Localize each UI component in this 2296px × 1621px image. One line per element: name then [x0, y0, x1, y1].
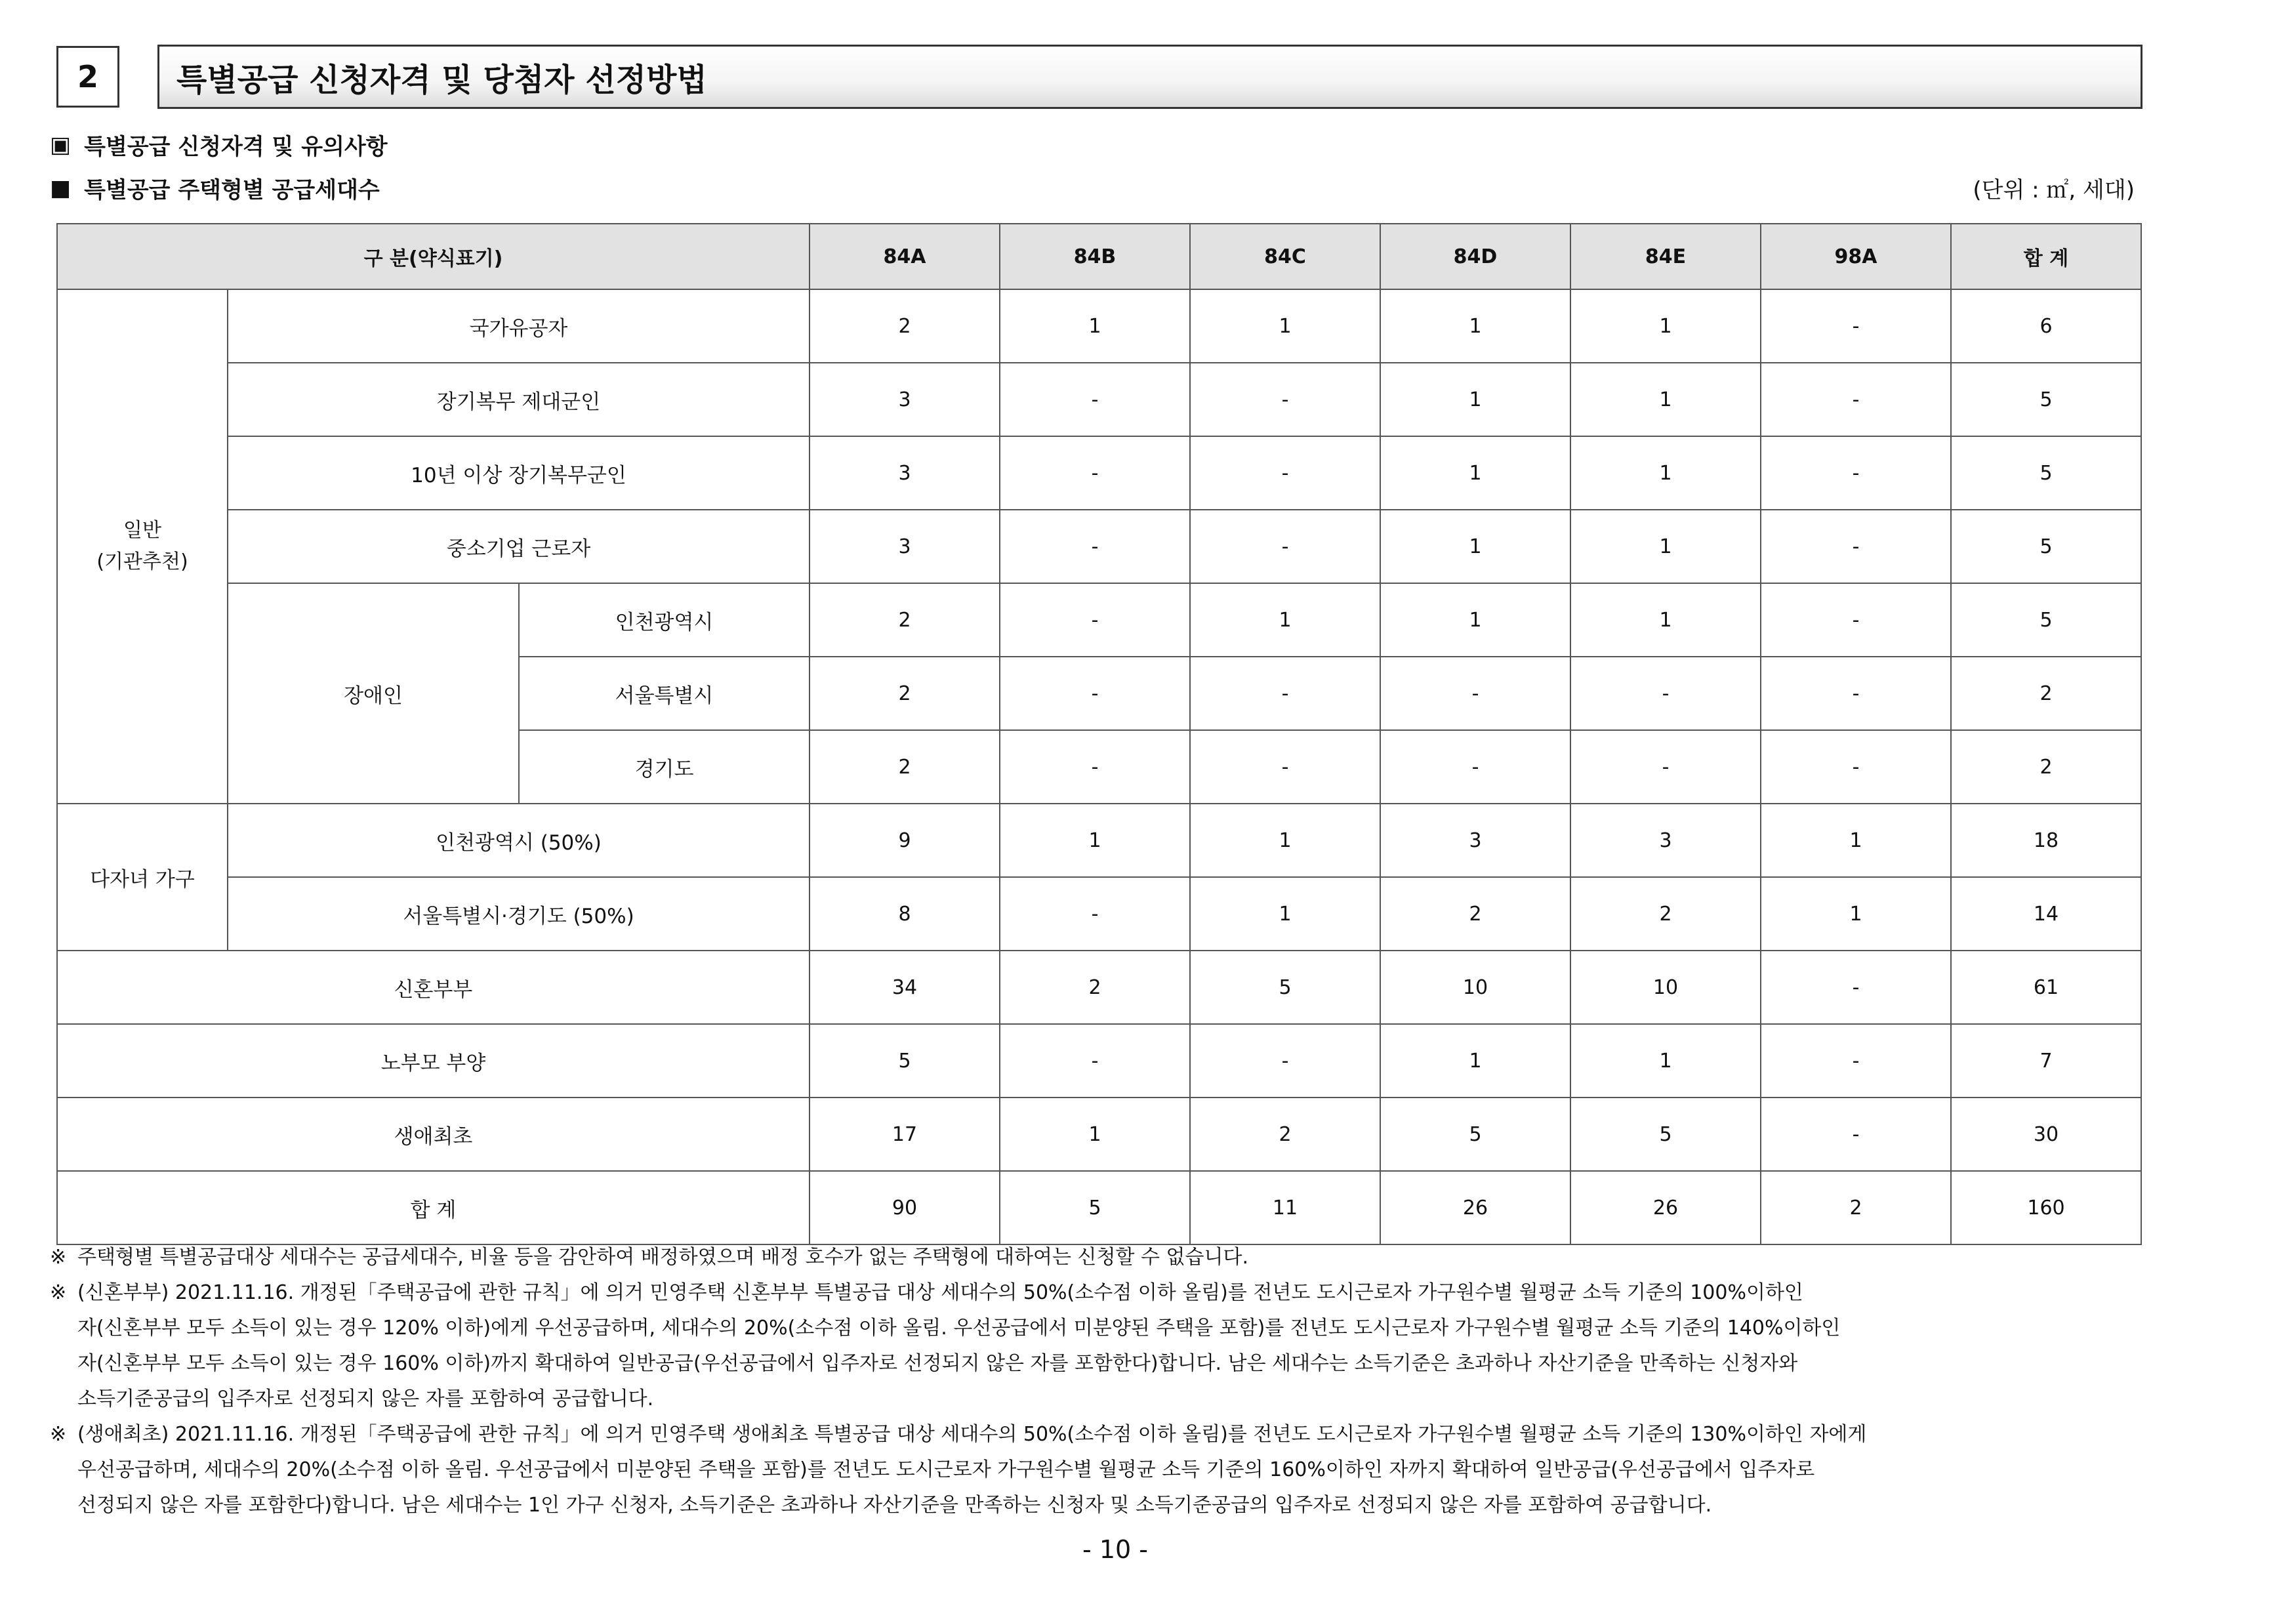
row-label: 인천광역시 (50%)	[228, 804, 810, 877]
cell: 2	[1000, 951, 1190, 1024]
header-98a: 98A	[1761, 224, 1951, 289]
cell: 2	[1951, 657, 2141, 730]
cell: 61	[1951, 951, 2141, 1024]
section-number: 2	[56, 46, 119, 108]
cell: 1	[1380, 436, 1570, 510]
cell: -	[1761, 951, 1951, 1024]
header-total: 합 계	[1951, 224, 2141, 289]
group-general: 일반 (기관추천)	[57, 289, 228, 804]
note-text: 소득기준공급의 입주자로 선정되지 않은 자를 포함하여 공급합니다.	[77, 1387, 654, 1410]
unit-label: (단위 : ㎡, 세대)	[1973, 177, 2135, 203]
cell: 1	[1190, 289, 1380, 363]
cell: 1	[1190, 583, 1380, 657]
note-mark: ※	[50, 1246, 67, 1269]
table-row	[57, 1024, 2141, 1098]
cell: -	[1761, 289, 1951, 363]
cell: 7	[1951, 1024, 2141, 1098]
cell: -	[1000, 363, 1190, 436]
cell: 2	[810, 657, 1000, 730]
page-number: - 10 -	[1082, 1535, 1148, 1564]
cell: 5	[1951, 583, 2141, 657]
cell: -	[1570, 657, 1761, 730]
subheading-eligibility	[50, 129, 388, 161]
row-label: 경기도	[519, 730, 810, 804]
cell: 2	[810, 730, 1000, 804]
row-label: 노부모 부양	[57, 1024, 810, 1098]
cell: -	[1190, 730, 1380, 804]
note-2	[50, 1275, 1840, 1417]
row-label: 신혼부부	[57, 951, 810, 1024]
square-bullet-icon: ▣	[50, 131, 72, 158]
cell: 26	[1380, 1171, 1570, 1244]
cell: -	[1761, 657, 1951, 730]
table-row	[57, 804, 2141, 877]
cell: 5	[1190, 951, 1380, 1024]
cell: 1	[1380, 289, 1570, 363]
header-category: 구 분(약식표기)	[57, 224, 810, 289]
cell: 2	[1380, 877, 1570, 951]
cell: 14	[1951, 877, 2141, 951]
cell: 3	[810, 436, 1000, 510]
header-84b: 84B	[1000, 224, 1190, 289]
cell: -	[1190, 436, 1380, 510]
table-row	[57, 951, 2141, 1024]
row-label: 생애최초	[57, 1098, 810, 1171]
cell: 5	[1570, 1098, 1761, 1171]
cell: -	[1761, 730, 1951, 804]
cell: 3	[1380, 804, 1570, 877]
cell: 2	[1190, 1098, 1380, 1171]
cell: 3	[1570, 804, 1761, 877]
note-text: (신혼부부) 2021.11.16. 개정된「주택공급에 관한 규칙」에 의거 민영주택 신혼부부 특별공급 대상 세대수의 50%(소수점 이하 올림)를 전년도 도시근로자 가구원수별 월평균 소득 기준의 100%이하인	[77, 1281, 1803, 1304]
section-title: 특별공급 신청자격 및 당첨자 선정방법	[157, 45, 2142, 109]
row-label: 서울특별시·경기도 (50%)	[228, 877, 810, 951]
cell: 1	[1190, 804, 1380, 877]
cell: -	[1761, 436, 1951, 510]
row-label: 장기복무 제대군인	[228, 363, 810, 436]
cell: -	[1380, 730, 1570, 804]
cell: 1	[1190, 877, 1380, 951]
cell: -	[1190, 657, 1380, 730]
cell: 1	[1570, 583, 1761, 657]
cell: 5	[1000, 1171, 1190, 1244]
cell: 1	[1761, 877, 1951, 951]
row-label: 인천광역시	[519, 583, 810, 657]
table-row	[57, 363, 2141, 436]
cell: 17	[810, 1098, 1000, 1171]
cell: -	[1000, 1024, 1190, 1098]
cell: 1	[1380, 583, 1570, 657]
cell: -	[1761, 510, 1951, 583]
cell: -	[1190, 1024, 1380, 1098]
table-row	[57, 1098, 2141, 1171]
cell: -	[1000, 730, 1190, 804]
note-text: (생애최초) 2021.11.16. 개정된「주택공급에 관한 규칙」에 의거 민영주택 생애최초 특별공급 대상 세대수의 50%(소수점 이하 올림)를 전년도 도시근로자 가구원수별 월평균 소득 기준의 130%이하인 자에게	[77, 1423, 1867, 1446]
cell: 1	[1570, 363, 1761, 436]
cell: 1	[1380, 363, 1570, 436]
cell: 2	[1761, 1171, 1951, 1244]
cell: 3	[810, 363, 1000, 436]
cell: 5	[1951, 363, 2141, 436]
row-label: 서울특별시	[519, 657, 810, 730]
cell: 1	[1761, 804, 1951, 877]
cell: 9	[810, 804, 1000, 877]
note-text: 자(신혼부부 모두 소득이 있는 경우 120% 이하)에게 우선공급하며, 세대수의 20%(소수점 이하 올림. 우선공급에서 미분양된 주택을 포함)를 전년도 도시근로자 가구원수별 월평균 소득 기준의 140%이하인	[77, 1317, 1841, 1340]
table-row	[57, 436, 2141, 510]
cell: 1	[1380, 1024, 1570, 1098]
note-mark: ※	[50, 1281, 67, 1304]
note-text: 선정되지 않은 자를 포함한다)합니다. 남은 세대수는 1인 가구 신청자, 소득기준은 초과하나 자산기준을 만족하는 신청자 및 소득기준공급의 입주자로 선정되지 않은 자를 포함하여 공급합니다.	[77, 1494, 1712, 1517]
cell: -	[1761, 1024, 1951, 1098]
subheading-supply-units	[50, 172, 380, 204]
cell: 5	[1951, 436, 2141, 510]
cell: 1	[1570, 510, 1761, 583]
subheading-eligibility-text: 특별공급 신청자격 및 유의사항	[84, 134, 388, 160]
group-disabled: 장애인	[228, 583, 519, 804]
row-label: 중소기업 근로자	[228, 510, 810, 583]
row-label: 국가유공자	[228, 289, 810, 363]
note-text: 우선공급하며, 세대수의 20%(소수점 이하 올림. 우선공급에서 미분양된 주택을 포함)를 전년도 도시근로자 가구원수별 월평균 소득 기준의 160%이하인 자까지 확대하여 일반공급(우선공급에서 입주자로	[77, 1458, 1815, 1481]
supply-units-table	[56, 223, 2142, 1245]
table-row	[57, 877, 2141, 951]
table-row	[57, 289, 2141, 363]
cell: -	[1761, 1098, 1951, 1171]
cell: 6	[1951, 289, 2141, 363]
cell: 18	[1951, 804, 2141, 877]
table-row	[57, 510, 2141, 583]
table-total-row	[57, 1171, 2141, 1244]
cell: 3	[810, 510, 1000, 583]
cell: 5	[1951, 510, 2141, 583]
cell: 34	[810, 951, 1000, 1024]
cell: 30	[1951, 1098, 2141, 1171]
cell: 10	[1570, 951, 1761, 1024]
subheading-supply-units-text: 특별공급 주택형별 공급세대수	[84, 177, 380, 203]
header-84c: 84C	[1190, 224, 1380, 289]
cell: 160	[1951, 1171, 2141, 1244]
cell: 2	[1570, 877, 1761, 951]
note-text: 자(신혼부부 모두 소득이 있는 경우 160% 이하)까지 확대하여 일반공급(우선공급에서 입주자로 선정되지 않은 자를 포함한다)합니다. 남은 세대수는 소득기준은 초과하나 자산기준을 만족하는 신청자와	[77, 1352, 1798, 1375]
cell: 1	[1570, 289, 1761, 363]
header-84a: 84A	[810, 224, 1000, 289]
table-row	[57, 583, 2141, 657]
cell: 1	[1570, 1024, 1761, 1098]
filled-square-bullet-icon: ■	[50, 174, 72, 201]
cell: -	[1000, 657, 1190, 730]
table-header-row	[57, 224, 2141, 289]
cell: -	[1000, 436, 1190, 510]
cell: -	[1190, 363, 1380, 436]
cell: 5	[810, 1024, 1000, 1098]
group-multi-child: 다자녀 가구	[57, 804, 228, 951]
cell: -	[1761, 583, 1951, 657]
cell: 2	[810, 289, 1000, 363]
cell: 26	[1570, 1171, 1761, 1244]
row-label: 10년 이상 장기복무군인	[228, 436, 810, 510]
cell: -	[1000, 877, 1190, 951]
cell: 1	[1000, 1098, 1190, 1171]
cell: 2	[1951, 730, 2141, 804]
total-label: 합 계	[57, 1171, 810, 1244]
cell: -	[1000, 510, 1190, 583]
cell: -	[1570, 730, 1761, 804]
cell: 5	[1380, 1098, 1570, 1171]
cell: 8	[810, 877, 1000, 951]
cell: -	[1380, 657, 1570, 730]
note-text: 주택형별 특별공급대상 세대수는 공급세대수, 비율 등을 감안하여 배정하였으며 배정 호수가 없는 주택형에 대하여는 신청할 수 없습니다.	[77, 1246, 1248, 1269]
cell: -	[1000, 583, 1190, 657]
note-3	[50, 1417, 1866, 1523]
note-mark: ※	[50, 1423, 67, 1446]
cell: 90	[810, 1171, 1000, 1244]
cell: 1	[1000, 804, 1190, 877]
note-1	[50, 1240, 1248, 1275]
header-84e: 84E	[1570, 224, 1761, 289]
cell: 1	[1000, 289, 1190, 363]
cell: -	[1190, 510, 1380, 583]
cell: 11	[1190, 1171, 1380, 1244]
cell: 2	[810, 583, 1000, 657]
cell: 10	[1380, 951, 1570, 1024]
cell: -	[1761, 363, 1951, 436]
cell: 1	[1570, 436, 1761, 510]
header-84d: 84D	[1380, 224, 1570, 289]
cell: 1	[1380, 510, 1570, 583]
